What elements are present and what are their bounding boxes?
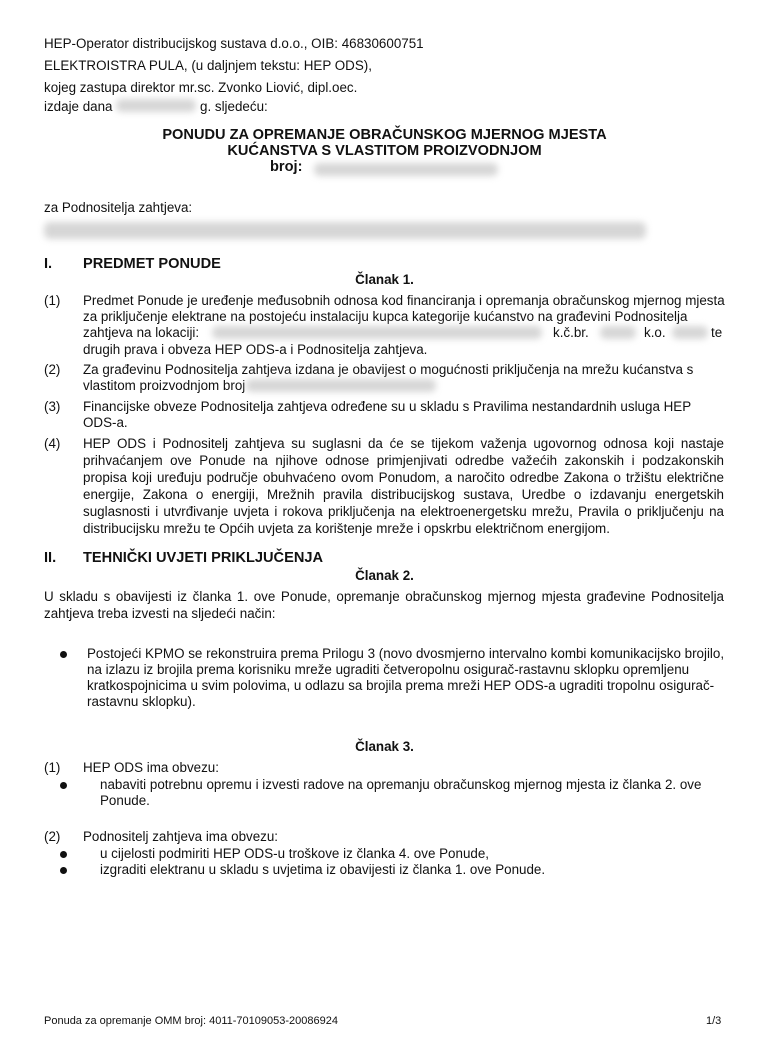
hep-obligation-line1: nabaviti potrebnu opremu i izvesti radove na opremanju obračunskog mjernog mjesta iz članka 2. ove — [100, 777, 702, 792]
item-3-line2: ODS-a. — [83, 415, 128, 430]
item-1-line4: drugih prava i obveza HEP ODS-a i Podnositelja zahtjeva. — [83, 342, 428, 357]
redacted-cadastral-municipality — [672, 326, 708, 339]
footer-document-reference: Ponuda za opremanje OMM broj: 4011-70109053-20086924 — [44, 1015, 338, 1027]
document-title-line2: KUĆANSTVA S VLASTITOM PROIZVODNJOM — [227, 143, 542, 159]
header-line-branch: ELEKTROISTRA PULA, (u daljnjem tekstu: HEP ODS), — [44, 58, 372, 73]
redacted-applicant-details — [44, 222, 646, 239]
footer-page-number: 1/3 — [706, 1015, 722, 1027]
redacted-notice-number — [246, 379, 436, 392]
hep-obligation-number: (1) — [44, 760, 61, 775]
bullet-icon — [60, 867, 67, 874]
kpmo-line3: kratkospojnicima u svim polovima, u odlazu sa brojila prema mreži HEP ODS-a ugraditi tropolnu osigurač- — [87, 678, 715, 693]
redacted-document-number — [314, 163, 498, 176]
redacted-date — [116, 99, 196, 112]
item-1-line3-end: te — [711, 325, 723, 340]
redacted-parcel-number — [600, 326, 636, 339]
redacted-location — [212, 326, 542, 339]
clanak-1-heading: Članak 1. — [355, 272, 414, 287]
applicant-obligation-title: Podnositelj zahtjeva ima obvezu: — [83, 829, 279, 844]
kpmo-line1: Postojeći KPMO se rekonstruira prema Prilogu 3 (novo dvosmjerno intervalno kombi komunikacijsko brojilo, — [87, 646, 725, 661]
item-4-paragraph: HEP ODS i Podnositelj zahtjeva su suglasni da će se tijekom važenja ugovornog odnosa koji nastaje prihvaćanjem ove Ponude na njihove odnose primjenjivati odredbe važećih zakonskih i podzakonskih propisa koji uređuju područje obuhvaćeno ovom Ponudom, a naročito odredbe Zakona o tržištu električne energije, Zakona o energiji, Mrežnih pravila distribucijskog sustava, Uredbe o izdavanju energetskih suglasnosti i utvrđivanje uvjeta i rokova priključenja na elektroenergetsku mrežu, Pravila o priključenju na distribucijsku mrežu te Općih uvjeta za korištenje mreže i opskrbu električnom energijom. — [83, 436, 724, 536]
hep-obligation-title: HEP ODS ima obvezu: — [83, 760, 219, 775]
kpmo-line4: rastavnu sklopku). — [87, 694, 196, 709]
section-2-title: TEHNIČKI UVJETI PRIKLJUČENJA — [83, 550, 324, 566]
header-line-director: kojeg zastupa direktor mr.sc. Zvonko Liović, dipl.oec. — [44, 80, 358, 95]
document-title-line1: PONUDU ZA OPREMANJE OBRAČUNSKOG MJERNOG MJESTA — [162, 127, 607, 143]
bullet-icon — [60, 782, 67, 789]
item-1-cadastral-label: k.o. — [644, 325, 666, 340]
clanak-2-heading: Članak 2. — [355, 568, 414, 583]
item-2-line1: Za građevinu Podnositelja zahtjeva izdana je obavijest o mogućnosti priključenja na mrežu kućanstva s — [83, 362, 694, 377]
item-1-number: (1) — [44, 293, 61, 308]
item-1-parcel-label: k.č.br. — [553, 325, 589, 340]
section-1-title: PREDMET PONUDE — [83, 256, 221, 272]
section-2-intro: U skladu s obavijesti iz članka 1. ove Ponude, opremanje obračunskog mjernog mjesta građevine Podnositelja zahtjeva treba izvesti na sljedeći način: — [44, 589, 724, 621]
applicant-label: za Podnositelja zahtjeva: — [44, 200, 193, 215]
kpmo-line2: na izlazu iz brojila prema korisniku mreže ugraditi četveropolnu osigurač-rastavnu sklopku opremljenu — [87, 662, 690, 677]
document-number-label: broj: — [270, 159, 303, 175]
applicant-obligation-item-2: izgraditi elektranu u skladu s uvjetima iz obavijesti iz članka 1. ove Ponude. — [100, 862, 546, 877]
bullet-icon — [60, 851, 67, 858]
hep-obligation-line2: Ponude. — [100, 793, 150, 808]
item-3-number: (3) — [44, 399, 61, 414]
header-line-company: HEP-Operator distribucijskog sustava d.o.o., OIB: 46830600751 — [44, 36, 424, 51]
section-2-number: II. — [44, 550, 57, 566]
item-4-number: (4) — [44, 436, 61, 451]
applicant-obligation-item-1: u cijelosti podmiriti HEP ODS-u troškove iz članka 4. ove Ponude, — [100, 846, 490, 861]
header-issue-prefix: izdaje dana — [44, 99, 113, 114]
item-1-line1: Predmet Ponude je uređenje međusobnih odnosa kod financiranja i opremanja obračunskog mjernog mjesta — [83, 293, 725, 308]
item-1-line2: za priključenje elektrane na postojeću instalaciju kupca kategorije kućanstvo na građevini Podnositelja — [83, 309, 688, 324]
item-2-line2: vlastitom proizvodnjom broj — [83, 378, 246, 393]
bullet-icon — [60, 651, 67, 658]
clanak-3-heading: Članak 3. — [355, 739, 414, 754]
item-2-number: (2) — [44, 362, 61, 377]
header-issue-suffix: g. sljedeću: — [200, 99, 268, 114]
applicant-obligation-number: (2) — [44, 829, 61, 844]
item-1-line3-location-label: zahtjeva na lokaciji: — [83, 325, 200, 340]
section-1-number: I. — [44, 256, 53, 272]
item-3-line1: Financijske obveze Podnositelja zahtjeva određene su u skladu s Pravilima nestandardnih usluga HEP — [83, 399, 692, 414]
